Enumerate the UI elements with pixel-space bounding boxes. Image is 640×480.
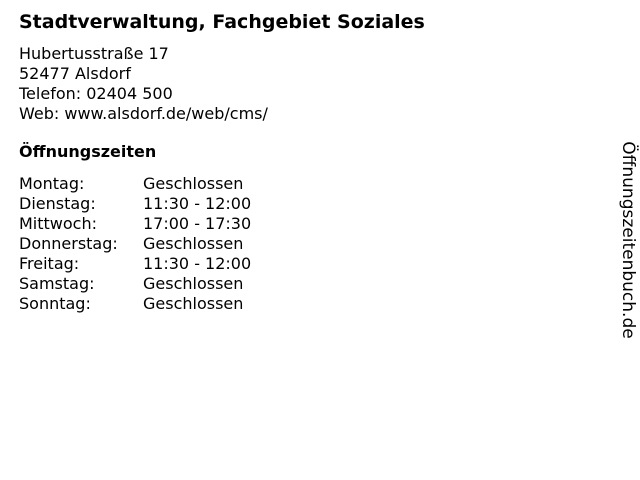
address-block xyxy=(19,44,268,124)
address-street: Hubertusstraße 17 xyxy=(19,44,169,63)
day-label: Samstag: xyxy=(19,274,95,293)
page-title: Stadtverwaltung, Fachgebiet Soziales xyxy=(19,11,425,33)
phone-line: Telefon: 02404 500 xyxy=(19,84,173,103)
day-label: Freitag: xyxy=(19,254,80,273)
day-label: Mittwoch: xyxy=(19,214,97,233)
day-hours: Geschlossen xyxy=(143,174,244,193)
web-line: Web: www.alsdorf.de/web/cms/ xyxy=(19,104,268,123)
address-city: 52477 Alsdorf xyxy=(19,64,131,83)
day-label: Sonntag: xyxy=(19,294,91,313)
day-label: Donnerstag: xyxy=(19,234,118,253)
day-hours: 17:00 - 17:30 xyxy=(143,214,252,233)
day-label: Dienstag: xyxy=(19,194,96,213)
day-hours: Geschlossen xyxy=(143,274,244,293)
day-hours: Geschlossen xyxy=(143,294,244,313)
opening-hours-table xyxy=(19,174,251,314)
day-hours: 11:30 - 12:00 xyxy=(143,254,252,273)
opening-hours-heading: Öffnungszeiten xyxy=(19,142,157,161)
day-hours: Geschlossen xyxy=(143,234,244,253)
watermark-vertical-text: Öffnungszeitenbuch.de xyxy=(618,141,638,339)
day-hours: 11:30 - 12:00 xyxy=(143,194,252,213)
day-label: Montag: xyxy=(19,174,85,193)
